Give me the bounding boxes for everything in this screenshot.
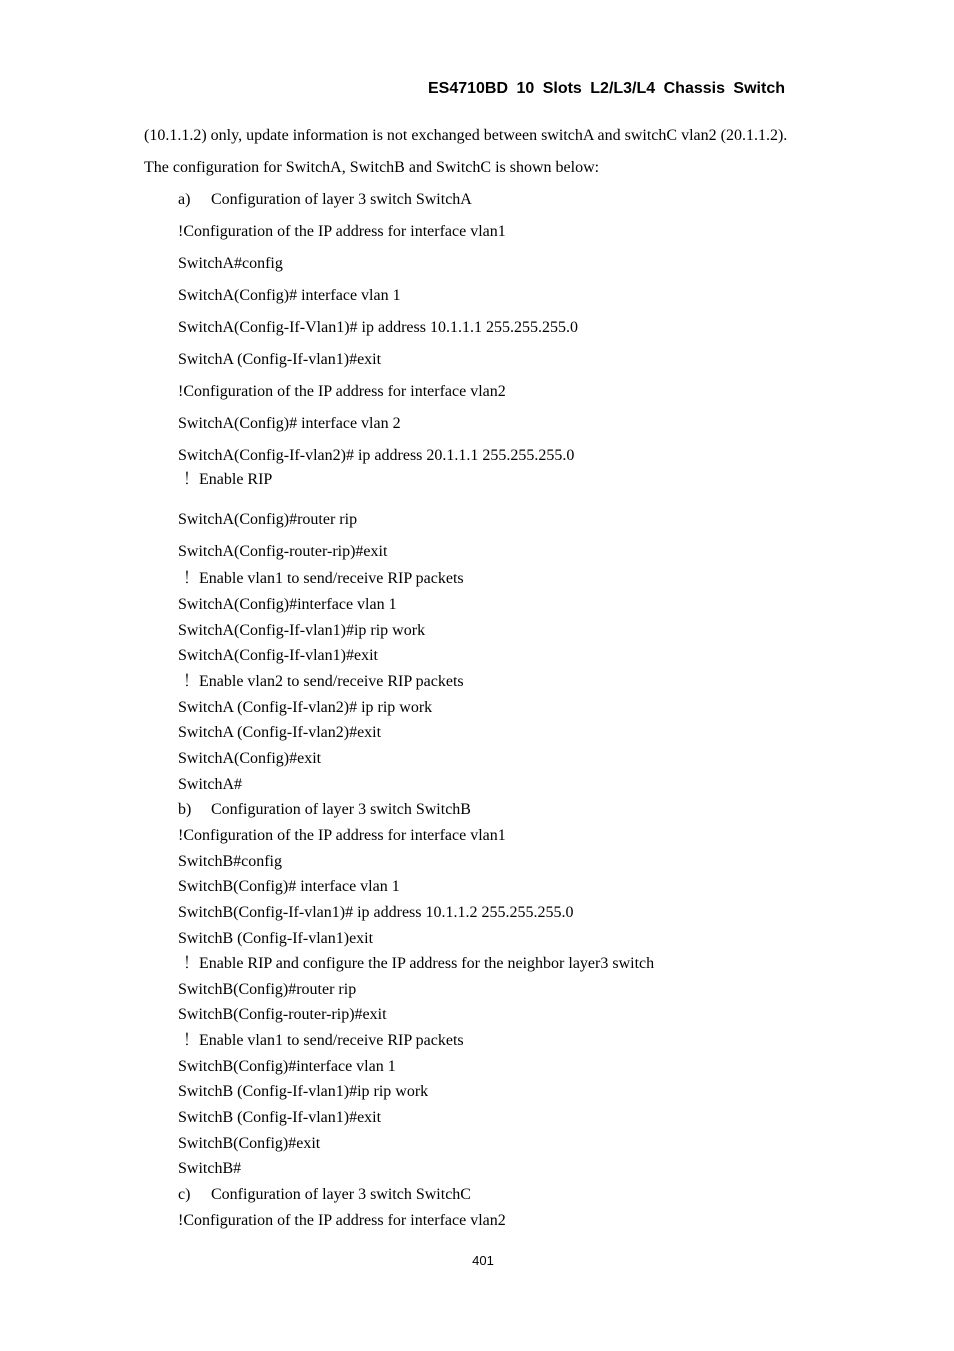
- subsection-label: a): [178, 191, 191, 208]
- command-line: SwitchA(Config)#interface vlan 1: [178, 596, 397, 613]
- intro-line-1: (10.1.1.2) only, update information is not exchanged between switchA and switchC vlan2 (20.1.1.2).: [144, 127, 788, 144]
- subsection-label: c): [178, 1186, 191, 1203]
- comment-line: ！Enable vlan1 to send/receive RIP packets: [183, 570, 464, 587]
- comment-line: ！Enable vlan2 to send/receive RIP packets: [183, 673, 464, 690]
- comment-line: !Configuration of the IP address for interface vlan1: [178, 827, 506, 844]
- command-line: SwitchA(Config)#exit: [178, 750, 322, 767]
- command-line: SwitchB(Config-router-rip)#exit: [178, 1006, 387, 1023]
- comment-line: ！Enable RIP and configure the IP address for the neighbor layer3 switch: [183, 955, 655, 972]
- command-line: SwitchA(Config-If-vlan1)#exit: [178, 647, 378, 664]
- comment-line: ！Enable RIP: [183, 471, 273, 488]
- command-line: SwitchA(Config)# interface vlan 1: [178, 287, 401, 304]
- intro-line-2: The configuration for SwitchA, SwitchB and SwitchC is shown below:: [144, 159, 600, 176]
- command-line: SwitchB(Config)#interface vlan 1: [178, 1058, 396, 1075]
- command-line: SwitchA(Config-If-Vlan1)# ip address 10.1.1.1 255.255.255.0: [178, 319, 578, 336]
- command-line: SwitchA(Config-router-rip)#exit: [178, 543, 388, 560]
- command-line: SwitchB#config: [178, 853, 282, 870]
- command-line: SwitchB (Config-If-vlan1)#exit: [178, 1109, 382, 1126]
- config-lines: [178, 0, 878, 1351]
- subsection-title: Configuration of layer 3 switch SwitchB: [211, 801, 471, 818]
- command-line: SwitchA(Config)# interface vlan 2: [178, 415, 401, 432]
- subsection-label: b): [178, 801, 192, 818]
- command-line: SwitchA(Config-If-vlan1)#ip rip work: [178, 622, 426, 639]
- command-line: SwitchA#config: [178, 255, 283, 272]
- command-line: SwitchA(Config)#router rip: [178, 511, 358, 528]
- subsection-heading: [178, 190, 472, 209]
- command-line: SwitchB(Config-If-vlan1)# ip address 10.1.1.2 255.255.255.0: [178, 904, 574, 921]
- comment-line: !Configuration of the IP address for interface vlan2: [178, 383, 506, 400]
- command-line: SwitchB(Config)#router rip: [178, 981, 357, 998]
- command-line: SwitchA (Config-If-vlan2)#exit: [178, 724, 382, 741]
- command-line: SwitchB(Config)# interface vlan 1: [178, 878, 400, 895]
- subsection-heading: [178, 800, 471, 819]
- comment-line: !Configuration of the IP address for interface vlan1: [178, 223, 506, 240]
- command-line: SwitchA (Config-If-vlan2)# ip rip work: [178, 699, 433, 716]
- command-line: SwitchA#: [178, 776, 242, 793]
- command-line: SwitchA(Config-If-vlan2)# ip address 20.1.1.1 255.255.255.0: [178, 447, 575, 464]
- comment-line: ！Enable vlan1 to send/receive RIP packets: [183, 1032, 464, 1049]
- comment-line: !Configuration of the IP address for interface vlan2: [178, 1212, 506, 1229]
- command-line: SwitchB (Config-If-vlan1)exit: [178, 930, 374, 947]
- page-number: 401: [472, 1253, 494, 1268]
- subsection-title: Configuration of layer 3 switch SwitchA: [211, 191, 472, 208]
- subsection-title: Configuration of layer 3 switch SwitchC: [211, 1186, 471, 1203]
- subsection-heading: [178, 1185, 471, 1204]
- command-line: SwitchB(Config)#exit: [178, 1135, 321, 1152]
- page-header-title: ES4710BD 10 Slots L2/L3/L4 Chassis Switch: [427, 80, 785, 97]
- command-line: SwitchB (Config-If-vlan1)#ip rip work: [178, 1083, 429, 1100]
- command-line: SwitchA (Config-If-vlan1)#exit: [178, 351, 382, 368]
- command-line: SwitchB#: [178, 1160, 242, 1177]
